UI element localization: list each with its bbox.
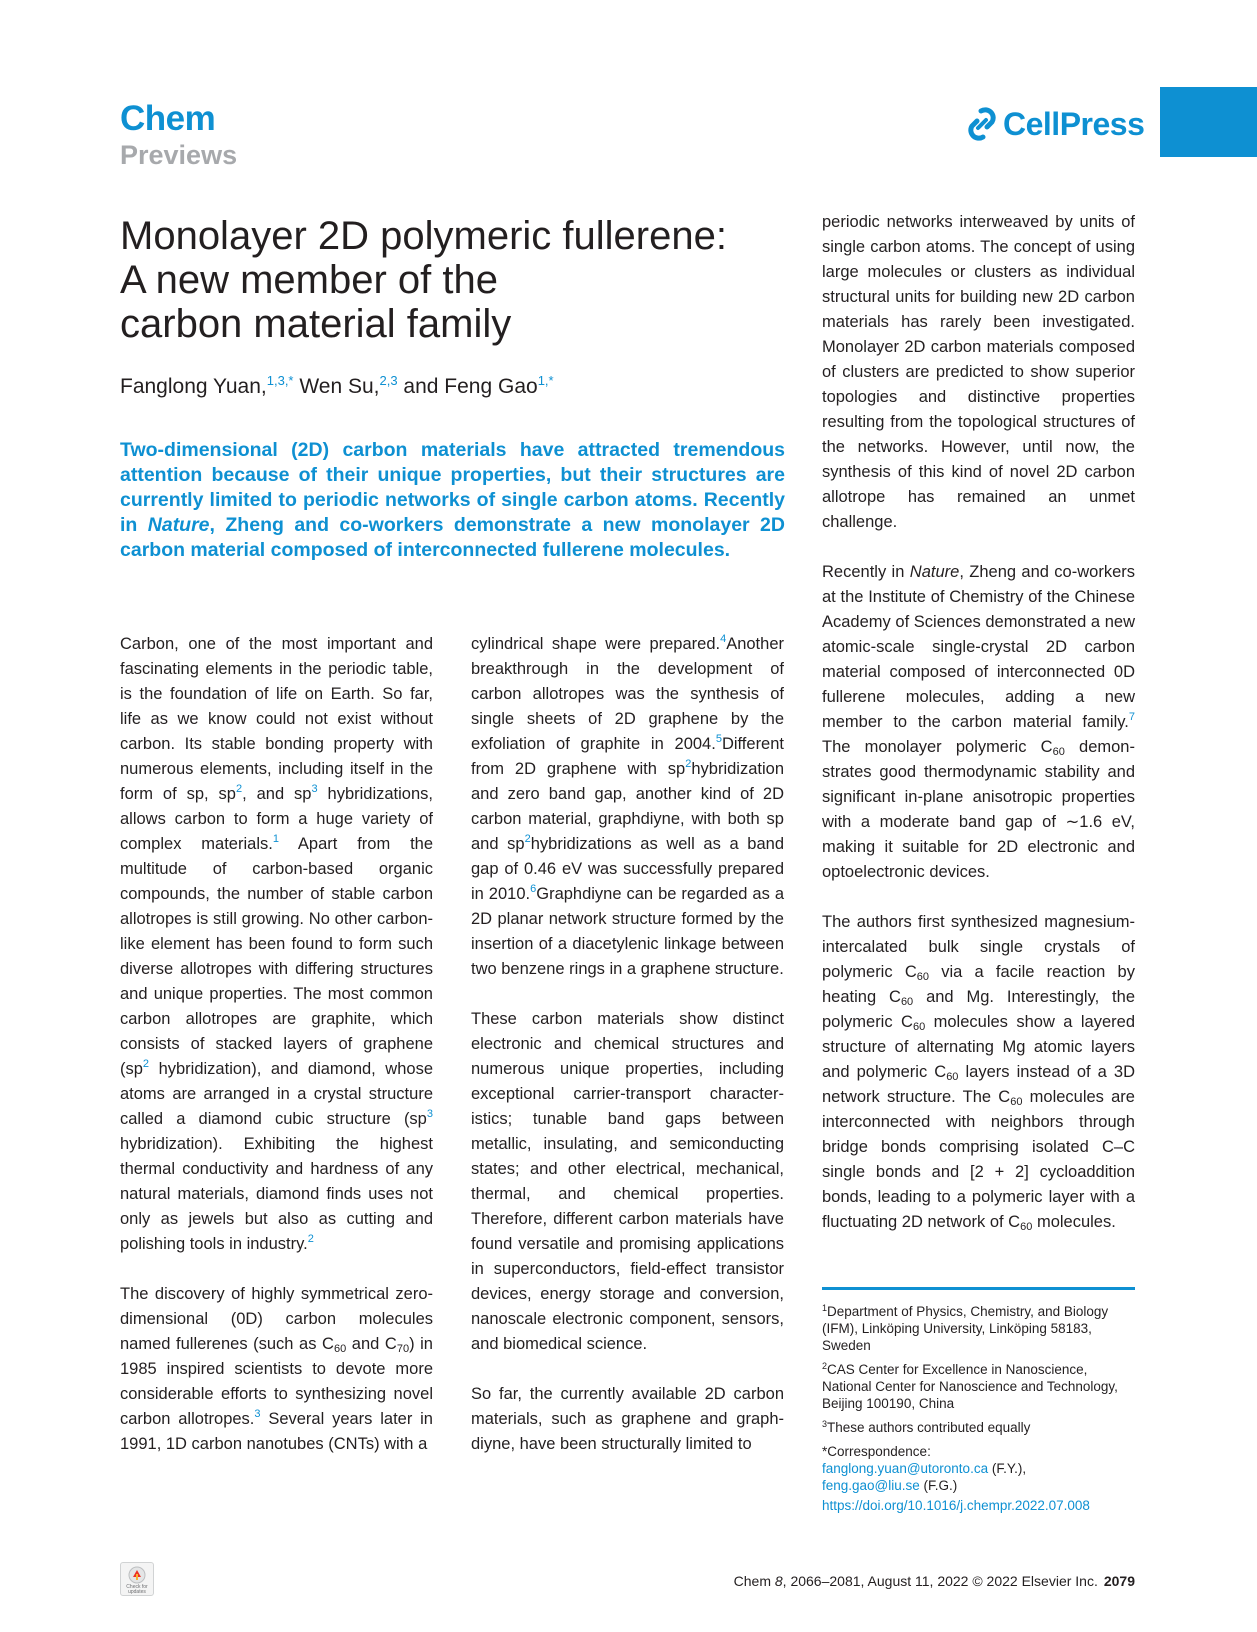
reference-link[interactable]: 5 (715, 733, 722, 745)
title-line: carbon material family (120, 302, 512, 346)
author-marks[interactable]: 1,3,* (266, 373, 294, 388)
paragraph-1: Carbon, one of the most important and fascinating elements in the periodic table, is the foundation of life on Earth. So far, life as we know could not exist without carbon. Its stable bonding property with numerous elements, including itself in the form of sp, $sp^2$, and $sp^3$ hybridizations, allows carbon to form a huge variety of complex materials.$^1$ Apart from the multitude of carbon-based organic compounds, the number of stable carbon allotropes is still growing. No other carbon-like element has been found to form such diverse allotropes with differing structures and unique properties. The most common carbon allotropes are graphite, which consists of stacked layers of graphene ($sp^2$ hybridization), and diamond, whose atoms are arranged in a crystal structure called a diamond cubic structure ($sp^3$ hybridization). Exhibiting the highest thermal conductivity and hardness of any natural materials, diamond finds uses not only as jewels but also as cutting and polishing tools in industry.$^2$ (120, 635, 434, 1253)
abstract-text: , Zheng and co-workers demonstrate a new monolayer 2D carbon material composed of interconnected fullerene molecules. (120, 514, 785, 561)
author-list (120, 374, 554, 400)
body-column-2 (471, 632, 784, 1482)
author-marks[interactable]: 1,* (537, 373, 554, 388)
paragraph-4: So far, the currently available 2D carbon materials, such as graphene and graphdiyne, have been structurally limited to (471, 1385, 784, 1453)
paragraph-2: The discovery of highly symmetrical zero-dimensional (0D) carbon molecules named fullerenes (such as $C_{60}$ and $C_{70}$) in 1985 inspired scientists to devote more considerable efforts to synthesizing novel carbon allotropes.$^3$ Several years later in 1991, 1D carbon nanotubes (CNTs) with a (120, 1285, 433, 1453)
body-column-3 (822, 210, 1135, 1260)
page-citation: Chem 8, 2066–2081, August 11, 2022 © 2022 Elsevier Inc. 2079 (733, 1573, 1135, 1589)
email-link[interactable]: feng.gao@liu.se (822, 1478, 920, 1493)
correspondence-label: *Correspondence: (822, 1444, 931, 1459)
reference-link[interactable]: 4 (720, 633, 727, 645)
paragraph-3: These carbon materials show distinct electronic and chemical structures and numerous unique properties, including exceptional carrier-transport characteristics; tunable band gaps between metallic, insulating, and semiconducting states; and other electrical, mechanical, thermal, and chemical properties. Therefore, different carbon materials have found versatile and promising applications in superconductors, field-effect transistor devices, energy storage and conversion, nanoscale electronic component, sensors, and biomedical science. (471, 1010, 784, 1353)
abstract-journal: Nature (147, 514, 210, 536)
reference-link[interactable]: 1 (272, 833, 279, 845)
reference-link[interactable]: 7 (1128, 711, 1135, 723)
badge-label: Check for updates (126, 1584, 148, 1595)
email-link[interactable]: fanglong.yuan@utoronto.ca (822, 1461, 989, 1476)
author-name: Fanglong Yuan, (120, 375, 267, 398)
cellpress-logo-icon (965, 107, 999, 141)
journal-name: Chem (120, 99, 216, 138)
page-number: 2079 (1103, 1573, 1135, 1589)
affiliations (822, 1303, 1135, 1521)
series-name: Previews (120, 140, 238, 170)
author-name: Wen Su, (293, 375, 380, 398)
title-line: Monolayer 2D polymeric fullerene: (120, 214, 727, 258)
section-tab (1160, 87, 1257, 157)
paragraph-4: periodic networks interweaved by units of single carbon atoms. The concept of using large molecules or clusters as individual structural units for building new 2D carbon materials has rarely been investigated. Monolayer 2D carbon materials composed of clusters are predicted to show superior topologies and distinctive properties resulting from the topological structures of the networks. However, until now, the synthesis of this kind of novel 2D carbon allotrope has remained an unmet challenge. (822, 213, 1135, 531)
paragraph-2: cylindrical shape were prepared.$^4$Another breakthrough in the development of carbon allotropes was the synthesis of single sheets of 2D graphene by the exfoliation of graphite in 2004.$^5$Different from 2D graphene with $sp^2hybridization$ and zero band gap, another kind of 2D carbon material, graphdiyne, with both sp and $sp^2hybridizations$ as well as a band gap of 0.46 eV was successfully prepared in 2010.$^6$Graphdiyne can be regarded as a 2D planar network structure formed by the insertion of a diacetylenic linkage between two benzene rings in a graphene structure. (471, 633, 784, 978)
author-name: and Feng Gao (397, 375, 538, 398)
affiliation: $^3$These authors contributed equally (822, 1419, 1031, 1435)
author-marks[interactable]: 2,3 (379, 373, 398, 388)
doi (822, 1497, 1135, 1514)
reference-link[interactable]: 2 (307, 1233, 314, 1245)
paragraph-5: Recently in Nature, Zheng and co-workers at the Institute of Chemistry of the Chinese Academy of Sciences demonstrated a new atomic-scale single-crystal 2D carbon material composed of interconnected 0D fullerene molecules, adding a new member to the carbon material family.$^7$ The monolayer polymeric $C_{60}$ demonstrates good thermodynamic stability and significant in-plane anisotropic properties with a moderate band gap of ∼1.6 eV, making it suitable for 2D electronic and optoelectronic devices. (822, 563, 1135, 881)
publisher-logo[interactable] (965, 104, 1144, 144)
correspondence: *Correspondence: fanglong.yuan@utoronto.ca (F.Y.), feng.gao@liu.se (F.G.) (822, 1444, 1027, 1493)
publisher-name: CellPress (1003, 105, 1145, 142)
abstract-text: Two-dimensional (2D) carbon materials have attracted tremendous attention because of their unique properties, but their structures are currently limited to periodic networks of single carbon atoms. Recently in (120, 439, 785, 536)
update-badge-icon (128, 1566, 146, 1584)
check-for-updates-badge[interactable] (120, 1562, 154, 1596)
article-title (120, 214, 780, 346)
abstract (120, 438, 785, 563)
reference-link[interactable]: 6 (530, 883, 537, 895)
affiliation: $^1$Department of Physics, Chemistry, and Biology (IFM), Linköping University, Linköping 58183, Sweden (822, 1303, 1109, 1353)
doi-link[interactable]: https://doi.org/10.1016/j.chempr.2022.07.008 (822, 1498, 1090, 1513)
reference-link[interactable]: 3 (254, 1408, 261, 1420)
body-column-1 (120, 632, 433, 1482)
affiliation: $^2$CAS Center for Excellence in Nanoscience, National Center for Nanoscience and Technology, Beijing 100190, China (822, 1361, 1118, 1411)
title-line: A new member of the (120, 258, 498, 302)
affiliation-divider (822, 1287, 1135, 1290)
paragraph-6: The authors first synthesized magnesium-intercalated bulk single crystals of polymeric $C_{60}$ via a facile reaction by heating $C_{60}$ and Mg. Interestingly, the polymeric $C_{60}$ molecules show a layered structure of alternating Mg atomic layers and polymeric $C_{60}$ layers instead of a 3D network structure. The $C_{60}$ molecules are interconnected with neighbors through bridge bonds comprising isolated C–C single bonds and [2 + 2] cycloaddition bonds, leading to a polymeric layer with a fluctuating 2D network of $C_{60}$ molecules. (822, 913, 1136, 1233)
